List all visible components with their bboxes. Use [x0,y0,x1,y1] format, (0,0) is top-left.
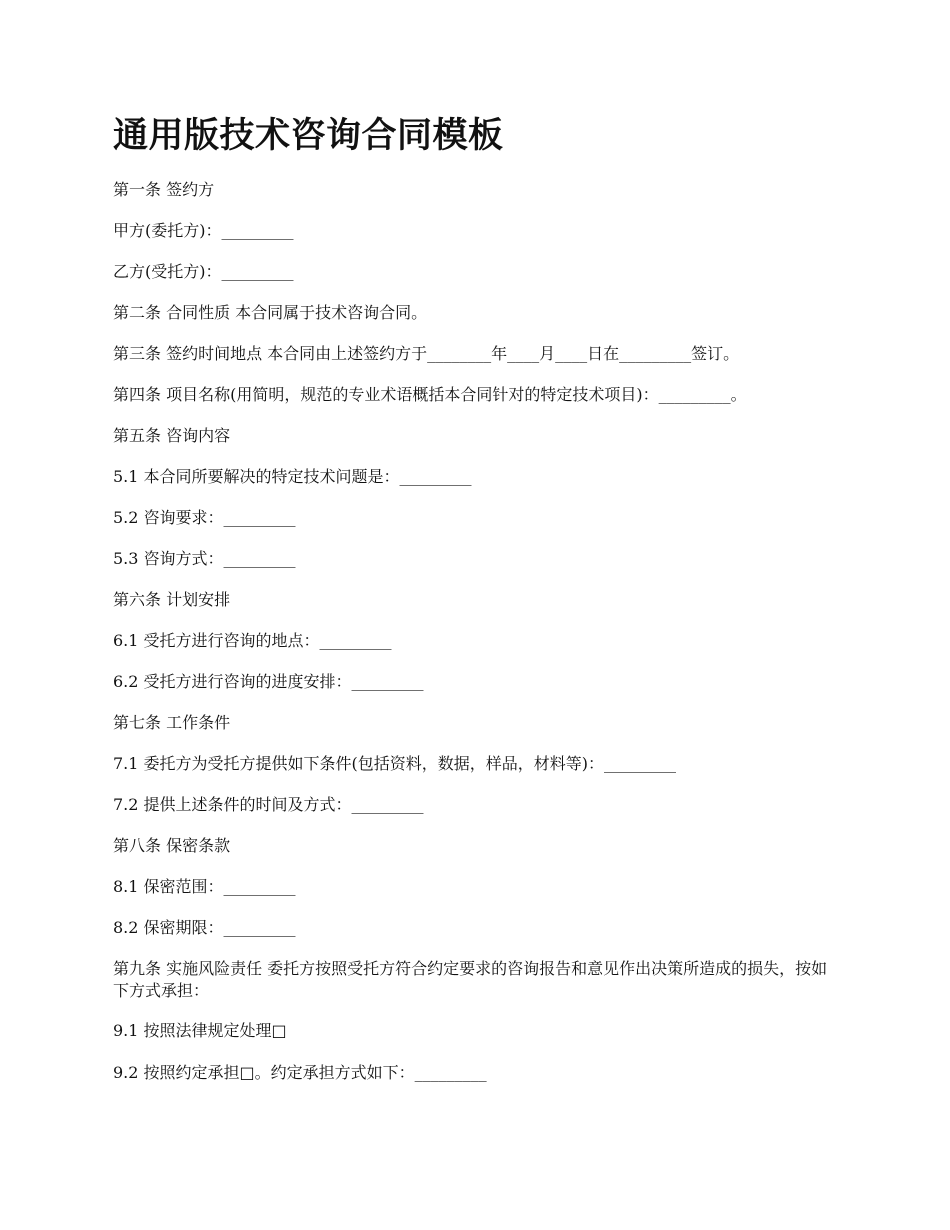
article-6-heading: 第六条 计划安排 [113,590,231,609]
document-title: 通用版技术咨询合同模板 [113,116,504,156]
clause-6-2: 6.2 受托方进行咨询的进度安排：_________ [113,672,424,691]
article-8-heading: 第八条 保密条款 [113,836,231,855]
article-7-heading: 第七条 工作条件 [113,713,231,732]
article-9-paragraph: 第九条 实施风险责任 委托方按照受托方符合约定要求的咨询报告和意见作出决策所造成的损失，按如下方式承担： [113,959,828,1000]
article-5-heading: 第五条 咨询内容 [113,426,231,445]
article-3-paragraph: 第三条 签约时间地点 本合同由上述签约方于________年____月____日在_________签订。 [113,344,740,363]
clause-7-1: 7.1 委托方为受托方提供如下条件(包括资料，数据，样品，材料等)：_________ [113,754,677,773]
clause-7-2: 7.2 提供上述条件的时间及方式：_________ [113,795,424,814]
clause-5-3: 5.3 咨询方式：_________ [113,549,296,568]
clause-8-1: 8.1 保密范围：_________ [113,877,296,896]
clause-9-2: 9.2 按照约定承担□。约定承担方式如下：_________ [113,1063,487,1082]
article-4-paragraph: 第四条 项目名称(用简明，规范的专业术语概括本合同针对的特定技术项目)：_________。 [113,385,747,404]
party-a-line: 甲方(委托方)：_________ [113,221,294,240]
article-1-heading: 第一条 签约方 [113,180,215,199]
clause-9-1: 9.1 按照法律规定处理□ [113,1021,287,1040]
article-2-paragraph: 第二条 合同性质 本合同属于技术咨询合同。 [113,303,428,322]
party-b-line: 乙方(受托方)：_________ [113,262,294,281]
clause-5-1: 5.1 本合同所要解决的特定技术问题是：_________ [113,467,472,486]
clause-6-1: 6.1 受托方进行咨询的地点：_________ [113,631,392,650]
clause-5-2: 5.2 咨询要求：_________ [113,508,296,527]
clause-8-2: 8.2 保密期限：_________ [113,918,296,937]
